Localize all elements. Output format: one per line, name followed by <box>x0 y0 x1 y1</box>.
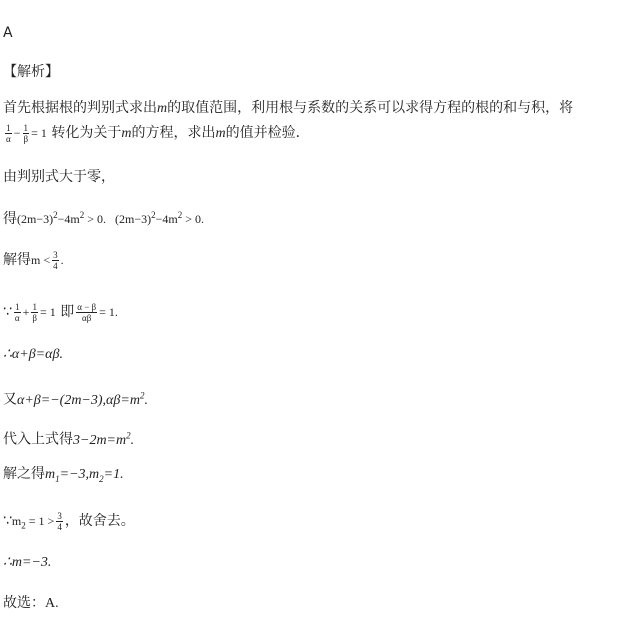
math-expr: $m_2 = 1$ > <box>11 514 55 531</box>
section-title: 【解析】 <box>3 64 59 80</box>
intro-line-1 <box>3 98 573 119</box>
fraction: $\frac{1}{\beta}$ <box>23 122 29 144</box>
step-prefix: 代入上式得 <box>3 431 73 448</box>
answer-letter: A <box>3 25 13 41</box>
step-text: 即 <box>60 304 75 320</box>
math-expr: m < <box>31 253 51 267</box>
step-roots <box>3 464 124 489</box>
final-prefix: 故选： <box>3 595 45 611</box>
math-op: − <box>13 126 21 140</box>
step-check <box>3 509 135 537</box>
math-expr: $3-2m=m^2$. <box>73 430 135 448</box>
intro-text: 的方程，求出 <box>131 125 216 141</box>
math-expr: $\alpha+\beta=-(2m-3),\alpha\beta=m^2$. <box>17 390 148 408</box>
math-eq: = 1. <box>99 305 118 319</box>
math-op: + <box>22 305 30 319</box>
intro-text: 首先根据根的判别式求出 <box>3 100 157 116</box>
intro-text: 的取值范围，利用根与系数的关系可以求得方程的根的和与积，将 <box>167 100 574 116</box>
step-sum-product: ∴α+β=αβ. <box>3 347 63 362</box>
step-discriminant: 由判别式大于零， <box>3 169 115 185</box>
math-expr: . <box>60 253 64 267</box>
final-answer <box>3 593 59 614</box>
fraction: $\frac{3}{4}$ <box>53 249 58 271</box>
fraction: $\frac{\alpha - \beta}{\alpha\beta}$ <box>77 301 97 323</box>
intro-text: 的值并检验． <box>225 125 310 141</box>
math-eq: = 1 <box>31 126 47 140</box>
because-symbol: ∵ <box>3 304 12 320</box>
math-expr: $m_1=-3,m_2=1$. <box>45 467 124 484</box>
step-result: ∴m=−3. <box>3 555 52 570</box>
fraction: $\frac{1}{\alpha}$ <box>6 122 11 144</box>
step-inequality <box>3 205 204 229</box>
var-m: m <box>215 126 226 141</box>
step-vieta <box>3 385 148 411</box>
step-prefix: 又 <box>3 391 17 408</box>
final-choice: A. <box>45 596 59 611</box>
because-symbol: ∵ <box>3 513 12 529</box>
step-text: ，故舍去。 <box>64 513 135 529</box>
step-substitute <box>3 425 134 451</box>
step-solve-range <box>3 248 64 272</box>
intro-text: 转化为关于 <box>46 125 122 141</box>
fraction: $\frac{1}{\beta}$ <box>32 301 38 323</box>
math-eq: = 1 <box>40 305 56 319</box>
step-prefix: 解之得 <box>3 466 45 482</box>
var-m: m <box>121 126 132 141</box>
step-prefix: 解得 <box>3 252 31 268</box>
step-prefix: 得 <box>3 211 17 227</box>
intro-line-2 <box>3 121 310 146</box>
fraction: $\frac{1}{\alpha}$ <box>14 301 20 323</box>
fraction: $\frac{3}{4}$ <box>57 510 62 532</box>
var-m: m <box>157 101 168 116</box>
step-reciprocal <box>3 300 118 324</box>
math-expr: $(2m-3)^2-4m^2 > 0$. $(2m-3)^2-4m^2 > 0$. <box>17 210 204 226</box>
